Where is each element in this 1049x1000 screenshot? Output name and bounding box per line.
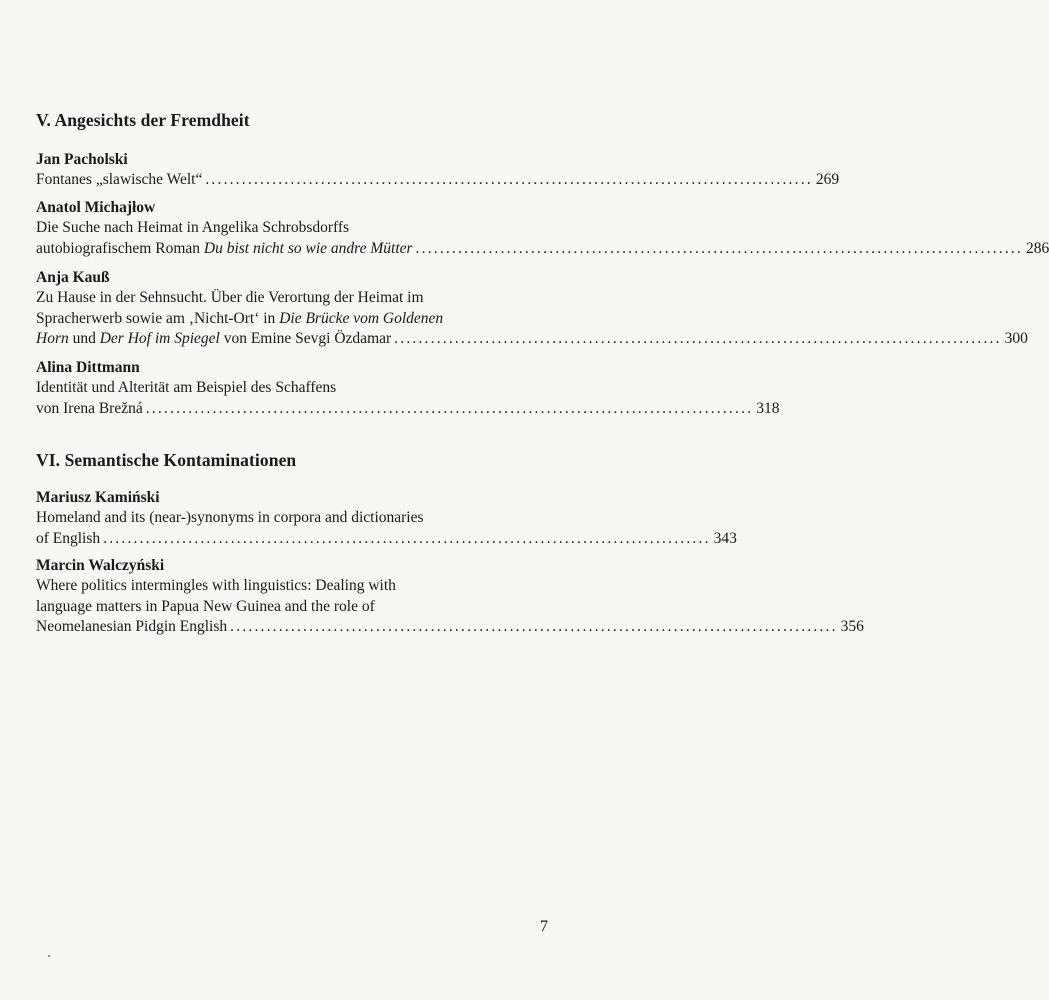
page-ref: 300 bbox=[1004, 330, 1028, 347]
toc-entry bbox=[36, 358, 780, 419]
author-name: Marcin Walczyński bbox=[36, 557, 165, 574]
entry-title: Zu Hause in der Sehnsucht. Über die Verortung der Heimat im bbox=[36, 289, 424, 306]
entry-title: Spracherwerb sowie am ‚Nicht-Ort‘ in Die Brücke vom Goldenen bbox=[36, 309, 444, 327]
toc-entry bbox=[36, 268, 1028, 350]
toc-entry bbox=[36, 488, 737, 549]
toc-entry bbox=[36, 556, 864, 638]
entry-title: Neomelanesian Pidgin English bbox=[36, 618, 228, 635]
toc-entry bbox=[36, 198, 1049, 259]
entry-title: Homeland and its (near-)synonyms in corpora and dictionaries bbox=[36, 509, 424, 526]
entry-title: of English bbox=[36, 529, 101, 547]
page-ref: 318 bbox=[756, 399, 780, 417]
entry-title: von Irena Brežná bbox=[36, 399, 143, 417]
page-ref: 356 bbox=[840, 618, 864, 635]
entry-title: Identität und Alterität am Beispiel des Schaffens bbox=[36, 379, 337, 396]
page-ref: 286 bbox=[1026, 239, 1049, 257]
entry-title: language matters in Papua New Guinea and the role of bbox=[36, 597, 375, 615]
leader-dots: .................................................................................................... bbox=[415, 239, 1024, 257]
page-number: 7 bbox=[540, 918, 548, 935]
author-name: Mariusz Kamiński bbox=[36, 489, 160, 506]
entry-title: Horn und Der Hof im Spiegel von Emine Sevgi Özdamar bbox=[36, 330, 392, 347]
author-name: Anja Kauß bbox=[36, 269, 110, 286]
page-ref: 269 bbox=[815, 171, 840, 188]
section-title: V. Angesichts der Fremdheit bbox=[36, 110, 250, 130]
section-title: VI. Semantische Kontaminationen bbox=[36, 450, 297, 470]
page-ref: 343 bbox=[713, 529, 737, 547]
entry-title: Where politics intermingles with linguistics: Dealing with bbox=[36, 577, 396, 594]
entry-title: Fontanes „slawische Welt“ bbox=[36, 171, 203, 188]
entry-title: autobiografischem Roman Du bist nicht so wie andre Mütter bbox=[36, 239, 413, 257]
leader-dots: .................................................................................................... bbox=[230, 618, 838, 635]
toc-entry bbox=[36, 150, 840, 191]
author-name: Jan Pacholski bbox=[36, 151, 128, 168]
leader-dots: .................................................................................................... bbox=[205, 171, 813, 188]
leader-dots: .................................................................................................... bbox=[394, 330, 1002, 347]
author-name: Anatol Michajłow bbox=[36, 199, 156, 216]
leader-dots: .................................................................................................... bbox=[103, 529, 711, 547]
paper-speck bbox=[48, 955, 50, 957]
author-name: Alina Dittmann bbox=[36, 359, 140, 376]
entry-title: Die Suche nach Heimat in Angelika Schrobsdorffs bbox=[36, 219, 350, 236]
leader-dots: .................................................................................................... bbox=[145, 399, 754, 417]
